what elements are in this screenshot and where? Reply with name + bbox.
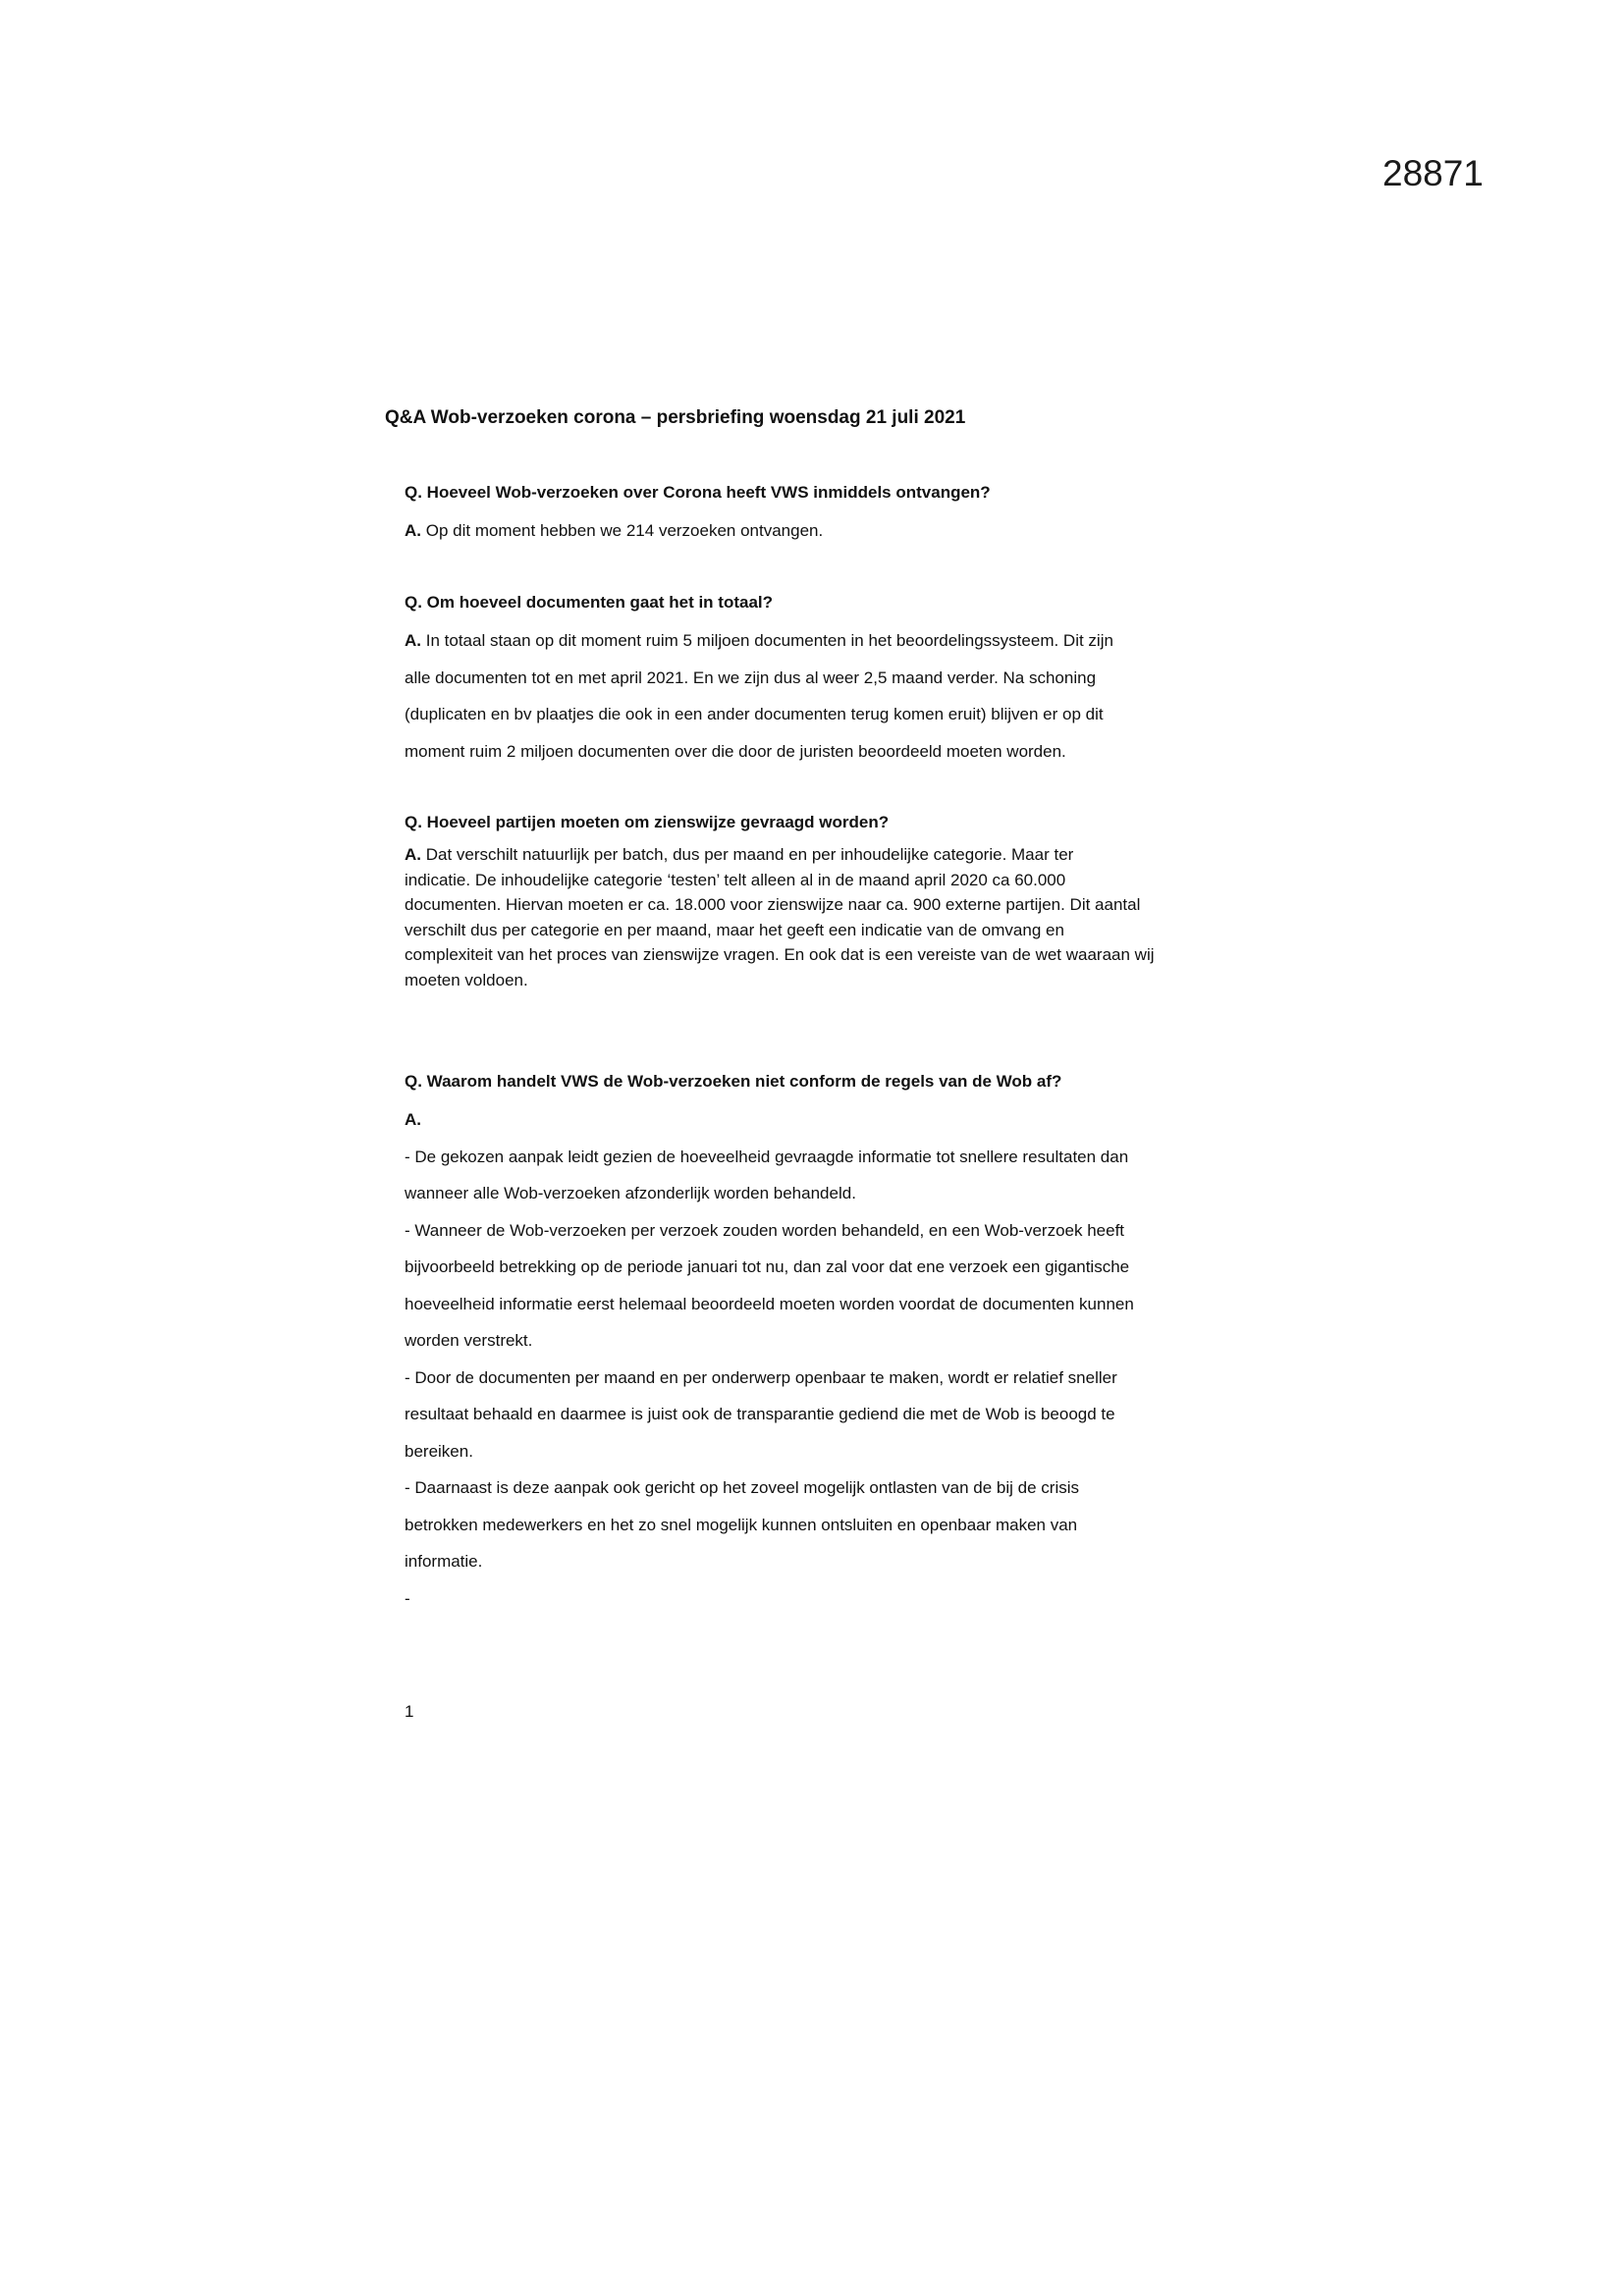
answer-prefix-line (405, 1101, 1249, 1139)
answer-line: complexiteit van het proces van zienswijze vragen. En ook dat is een vereiste van de wet waaraan wij (405, 945, 1155, 964)
question-2: Q. Om hoeveel documenten gaat het in totaal? (405, 593, 774, 612)
answer-4 (405, 1101, 1249, 1617)
question-1: Q. Hoeveel Wob-verzoeken over Corona heeft VWS inmiddels ontvangen? (405, 483, 991, 502)
answer-line: betrokken medewerkers en het zo snel mogelijk kunnen ontsluiten en openbaar maken van (405, 1515, 1078, 1534)
answer-line: worden verstrekt. (405, 1331, 533, 1350)
answer-prefix: A. (405, 1110, 421, 1129)
answer-line: - (405, 1588, 410, 1608)
answer-line: hoeveelheid informatie eerst helemaal beoordeeld moeten worden voordat de documenten kunnen (405, 1294, 1134, 1313)
answer-line: bijvoorbeeld betrekking op de periode januari tot nu, dan zal voor dat ene verzoek een gigantische (405, 1257, 1130, 1276)
answer-line: alle documenten tot en met april 2021. En we zijn dus al weer 2,5 maand verder. Na schoning (405, 667, 1097, 687)
answer-line: bereiken. (405, 1441, 473, 1461)
answer-2 (405, 622, 1249, 770)
answer-line: (duplicaten en bv plaatjes die ook in een ander documenten terug komen eruit) blijven er op dit (405, 705, 1104, 723)
document-number: 28871 (1382, 153, 1484, 193)
answer-prefix: A. (405, 631, 421, 650)
answer-line: - Daarnaast is deze aanpak ook gericht op het zoveel mogelijk ontlasten van de bij de crisis (405, 1478, 1079, 1497)
answer-line: indicatie. De inhoudelijke categorie ‘testen’ telt alleen al in de maand april 2020 ca 60.000 (405, 870, 1066, 889)
answer-line: - Wanneer de Wob-verzoeken per verzoek zouden worden behandeld, en een Wob-verzoek heeft (405, 1220, 1125, 1240)
page-number: 1 (405, 1702, 414, 1721)
answer-prefix: A. (405, 845, 421, 864)
answer-line (405, 512, 1249, 550)
answer-line: informatie. (405, 1552, 483, 1571)
answer-line: moeten voldoen. (405, 970, 528, 989)
answer-1 (405, 512, 1249, 550)
answer-line (405, 842, 1249, 868)
answer-line (405, 622, 1249, 660)
answer-prefix: A. (405, 521, 421, 540)
answer-line: resultaat behaald en daarmee is juist ook de transparantie gediend die met de Wob is beoogd te (405, 1405, 1115, 1423)
answer-line: verschilt dus per categorie en per maand, maar het geeft een indicatie van de omvang en (405, 920, 1064, 939)
page-title: Q&A Wob-verzoeken corona – persbriefing woensdag 21 juli 2021 (385, 407, 966, 428)
answer-line: wanneer alle Wob-verzoeken afzonderlijk worden behandeld. (405, 1184, 856, 1202)
question-4: Q. Waarom handelt VWS de Wob-verzoeken niet conform de regels van de Wob af? (405, 1072, 1062, 1091)
answer-text: Op dit moment hebben we 214 verzoeken ontvangen. (425, 521, 824, 540)
question-3: Q. Hoeveel partijen moeten om zienswijze gevraagd worden? (405, 813, 890, 831)
answer-line: - De gekozen aanpak leidt gezien de hoeveelheid gevraagde informatie tot snellere resultaten dan (405, 1147, 1129, 1166)
answer-3 (405, 842, 1249, 992)
answer-text: In totaal staan op dit moment ruim 5 miljoen documenten in het beoordelingssysteem. Dit zijn (425, 631, 1113, 650)
answer-line: moment ruim 2 miljoen documenten over die door de juristen beoordeeld moeten worden. (405, 741, 1066, 761)
answer-text: Dat verschilt natuurlijk per batch, dus per maand en per inhoudelijke categorie. Maar ter (425, 845, 1074, 864)
answer-line: - Door de documenten per maand en per onderwerp openbaar te maken, wordt er relatief sneller (405, 1367, 1117, 1387)
answer-line: documenten. Hiervan moeten er ca. 18.000 voor zienswijze naar ca. 900 externe partijen. Dit aantal (405, 895, 1141, 914)
